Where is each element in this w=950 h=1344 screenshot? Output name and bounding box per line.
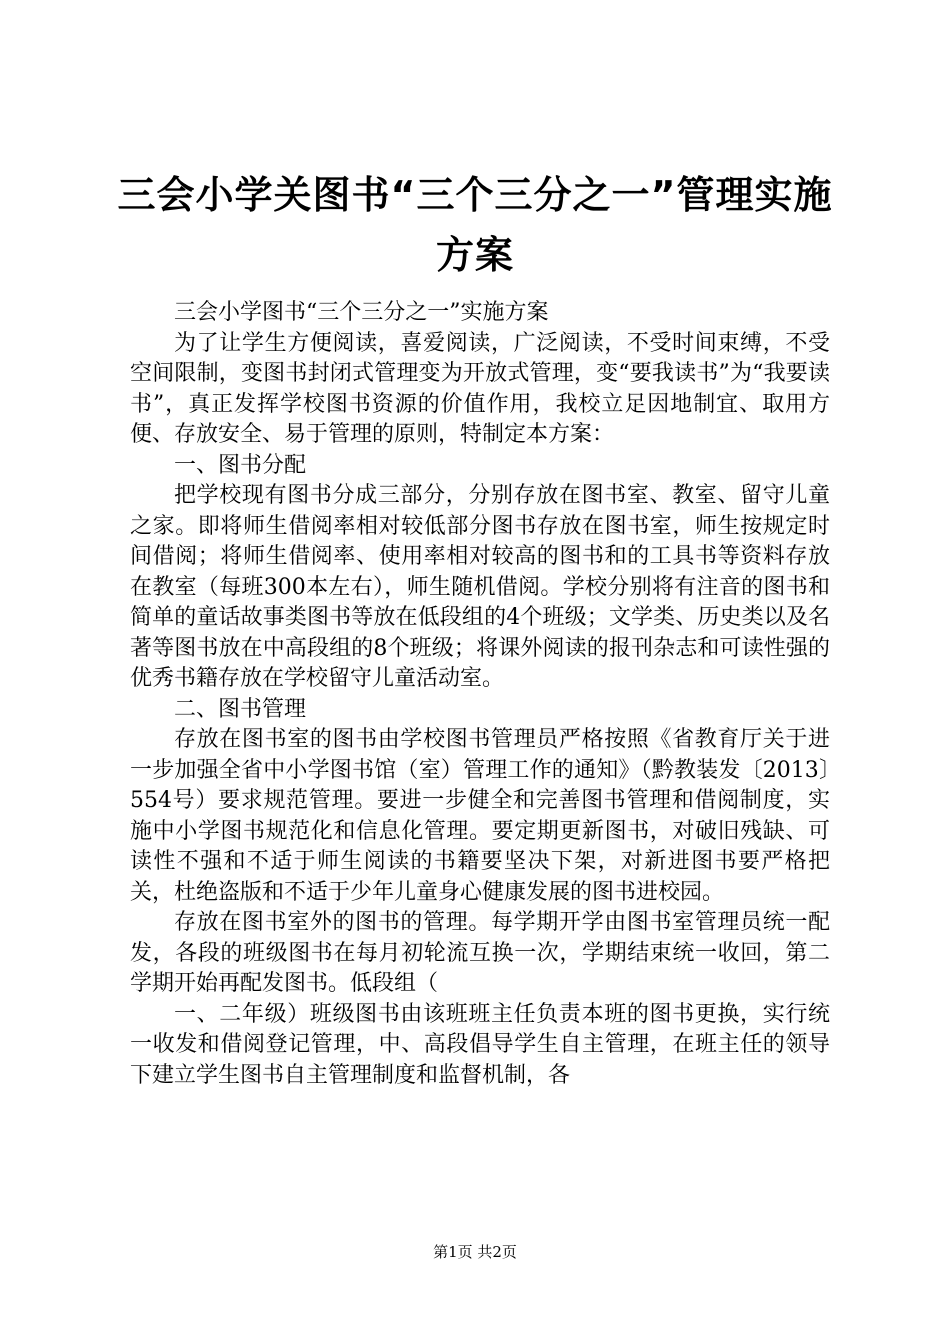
allocation-paragraph: 把学校现有图书分成三部分，分别存放在图书室、教室、留守儿童之家。即将师生借阅率相对较低部分图书存放在图书室，师生按规定时间借阅；将师生借阅率、使用率相对较高的图书和的工具书等资料存放在教室（每班300本左右），师生随机借阅。学校分别将有注音的图书和简单的童话故事类图书等放在低段组的4个班级；文学类、历史类以及名著等图书放在中高段组的8个班级；将课外阅读的报刊杂志和可读性强的优秀书籍存放在学校留守儿童活动室。 [130,483,830,691]
grade-management-paragraph: 一、二年级）班级图书由该班班主任负责本班的图书更换，实行统一收发和借阅登记管理，中、高段倡导学生自主管理，在班主任的领导下建立学生图书自主管理制度和监督机制，各 [130,1001,830,1088]
document-body [130,298,830,1091]
subtitle-paragraph: 三会小学图书“三个三分之一”实施方案 [174,300,549,325]
library-management-paragraph: 存放在图书室的图书由学校图书管理员严格按照《省教育厅关于进一步加强全省中小学图书馆（室）管理工作的通知》（黔教装发〔2013〕554号）要求规范管理。要进一步健全和完善图书管理和借阅制度，实施中小学图书规范化和信息化管理。要定期更新图书，对破旧残缺、可读性不强和不适于师生阅读的书籍要坚决下架，对新进图书要严格把关，杜绝盗版和不适于少年儿童身心健康发展的图书进校园。 [130,727,830,905]
document-title: 三会小学关图书“三个三分之一”管理实施方案 [117,173,833,277]
section-heading-allocation: 一、图书分配 [174,452,307,478]
intro-paragraph: 为了让学生方便阅读，喜爱阅读，广泛阅读，不受时间束缚，不受空间限制，变图书封闭式管理变为开放式管理，变“要我读书”为“我要读书”，真正发挥学校图书资源的价值作用，我校立足因地制宜、取用方便、存放安全、易于管理的原则，特制定本方案： [130,330,830,447]
outside-library-paragraph: 存放在图书室外的图书的管理。每学期开学由图书室管理员统一配发，各段的班级图书在每月初轮流互换一次，学期结束统一收回，第二学期开始再配发图书。低段组（ [130,910,830,996]
page-number-footer: 第1页 共2页 [433,1243,517,1261]
section-heading-management: 二、图书管理 [174,696,307,722]
